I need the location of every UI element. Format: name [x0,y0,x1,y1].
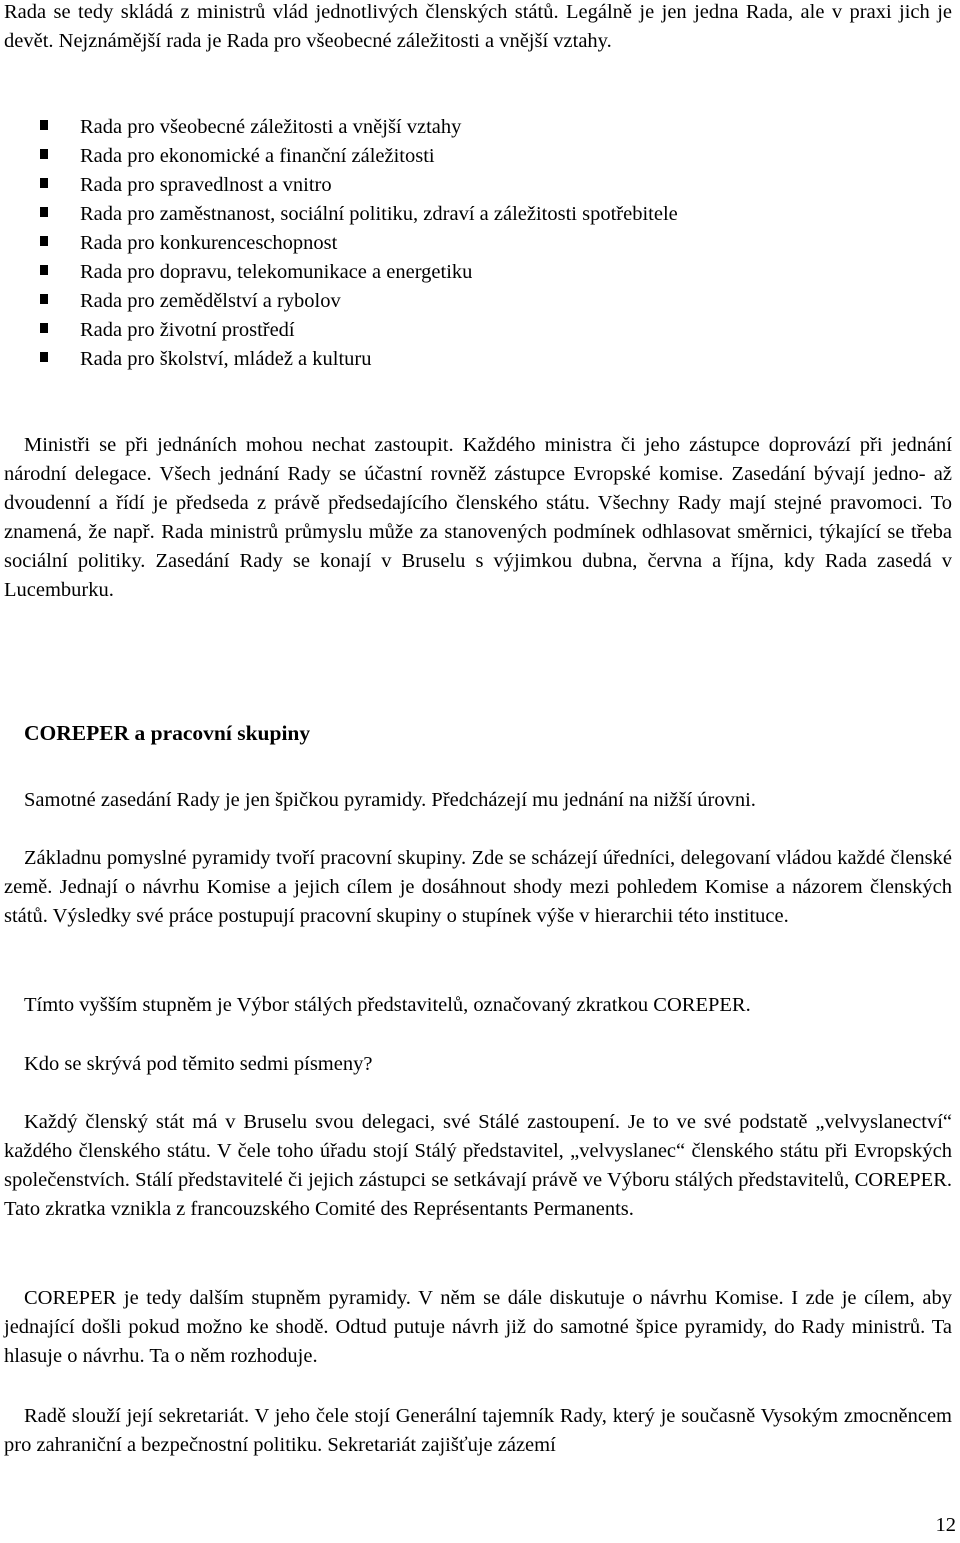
list-item-label: Rada pro životní prostředí [80,319,295,341]
bullet-square-icon [40,294,48,304]
question-paragraph: Kdo se skrývá pod těmito sedmi písmeny? [24,1053,373,1075]
list-item [40,142,940,171]
bullet-square-icon [40,352,48,362]
list-item [40,287,940,316]
list-item-label: Rada pro ekonomické a finanční záležitosti [80,145,435,167]
list-item [40,171,940,200]
list-item [40,113,940,142]
bullet-square-icon [40,236,48,246]
coreper-step-paragraph: COREPER je tedy dalším stupněm pyramidy. V něm se dále diskutuje o návrhu Komise. I zde je cílem, aby jednající došli pokud možno ke shodě. Odtud putuje návrh již do samotné špice pyramidy, do Rady ministrů. Ta hlasuje o návrhu. Ta o něm rozhoduje. [4,1287,952,1367]
working-groups-paragraph: Základnu pomyslné pyramidy tvoří pracovní skupiny. Zde se scházejí úředníci, delegovaní vládou každé členské země. Jednají o návrhu Komise a jejich cílem je dosáhnout shody mezi pohledem Komise a názorem členských států. Výsledky své práce postupují pracovní skupiny o stupínek výše v hierarchii této instituce. [4,847,952,927]
bullet-square-icon [40,149,48,159]
ministers-paragraph: Ministři se při jednáních mohou nechat zastoupit. Každého ministra či jeho zástupce doprovází při jednání národní delegace. Všech jednání Rady se účastní rovněž zástupce Evropské komise. Zasedání bývají jedno- až dvoudenní a řídí je předseda z právě předsedajícího členského státu. Všechny Rady mají stejné pravomoci. To znamená, že např. Rada ministrů průmyslu může za stanovených podmínek odhlasovat směrnici, týkající se třeba sociální politiky. Zasedání Rady se konají v Bruselu s výjimkou dubna, června a října, kdy Rada zasedá v Lucemburku. [4,434,952,601]
bullet-square-icon [40,178,48,188]
delegations-paragraph: Každý členský stát má v Bruselu svou delegaci, své Stálé zastoupení. Je to ve své podstatě „velvyslanectví“ každého členského státu. V čele toho úřadu stojí Stálý představitel, „velvyslanec“ členského státu při Evropských společenstvích. Stálí představitelé či jejich zástupci se setkávají právě ve Výboru stálých představitelů, COREPER. Tato zkratka vznikla z francouzského Comité des Représentants Permanents. [4,1111,952,1220]
list-item-label: Rada pro zaměstnanost, sociální politiku, zdraví a záležitosti spotřebitele [80,203,678,225]
council-list [40,113,940,374]
bullet-square-icon [40,323,48,333]
secretariat-paragraph: Radě slouží její sekretariát. V jeho čele stojí Generální tajemník Rady, který je současně Vysokým zmocněncem pro zahraniční a bezpečnostní politiku. Sekretariát zajišťuje zázemí [4,1405,952,1456]
bullet-square-icon [40,120,48,130]
higher-level-paragraph: Tímto vyšším stupněm je Výbor stálých představitelů, označovaný zkratkou COREPER. [24,994,751,1016]
list-item [40,316,940,345]
list-item-label: Rada pro školství, mládež a kulturu [80,348,372,370]
list-item [40,345,940,374]
list-item-label: Rada pro konkurenceschopnost [80,232,338,254]
section-heading: COREPER a pracovní skupiny [24,721,311,745]
page-number: 12 [935,1514,956,1536]
bullet-square-icon [40,265,48,275]
list-item-label: Rada pro spravedlnost a vnitro [80,174,332,196]
list-item [40,258,940,287]
pyramid-top-paragraph: Samotné zasedání Rady je jen špičkou pyramidy. Předcházejí mu jednání na nižší úrovni. [24,789,756,811]
bullet-square-icon [40,207,48,217]
list-item [40,229,940,258]
list-item-label: Rada pro dopravu, telekomunikace a energetiku [80,261,473,283]
intro-paragraph: Rada se tedy skládá z ministrů vlád jednotlivých členských států. Legálně je jen jedna Rada, ale v praxi jich je devět. Nejznámější rada je Rada pro všeobecné záležitosti a vnější vztahy. [4,1,952,52]
list-item [40,200,940,229]
list-item-label: Rada pro všeobecné záležitosti a vnější vztahy [80,116,462,138]
list-item-label: Rada pro zemědělství a rybolov [80,290,341,312]
